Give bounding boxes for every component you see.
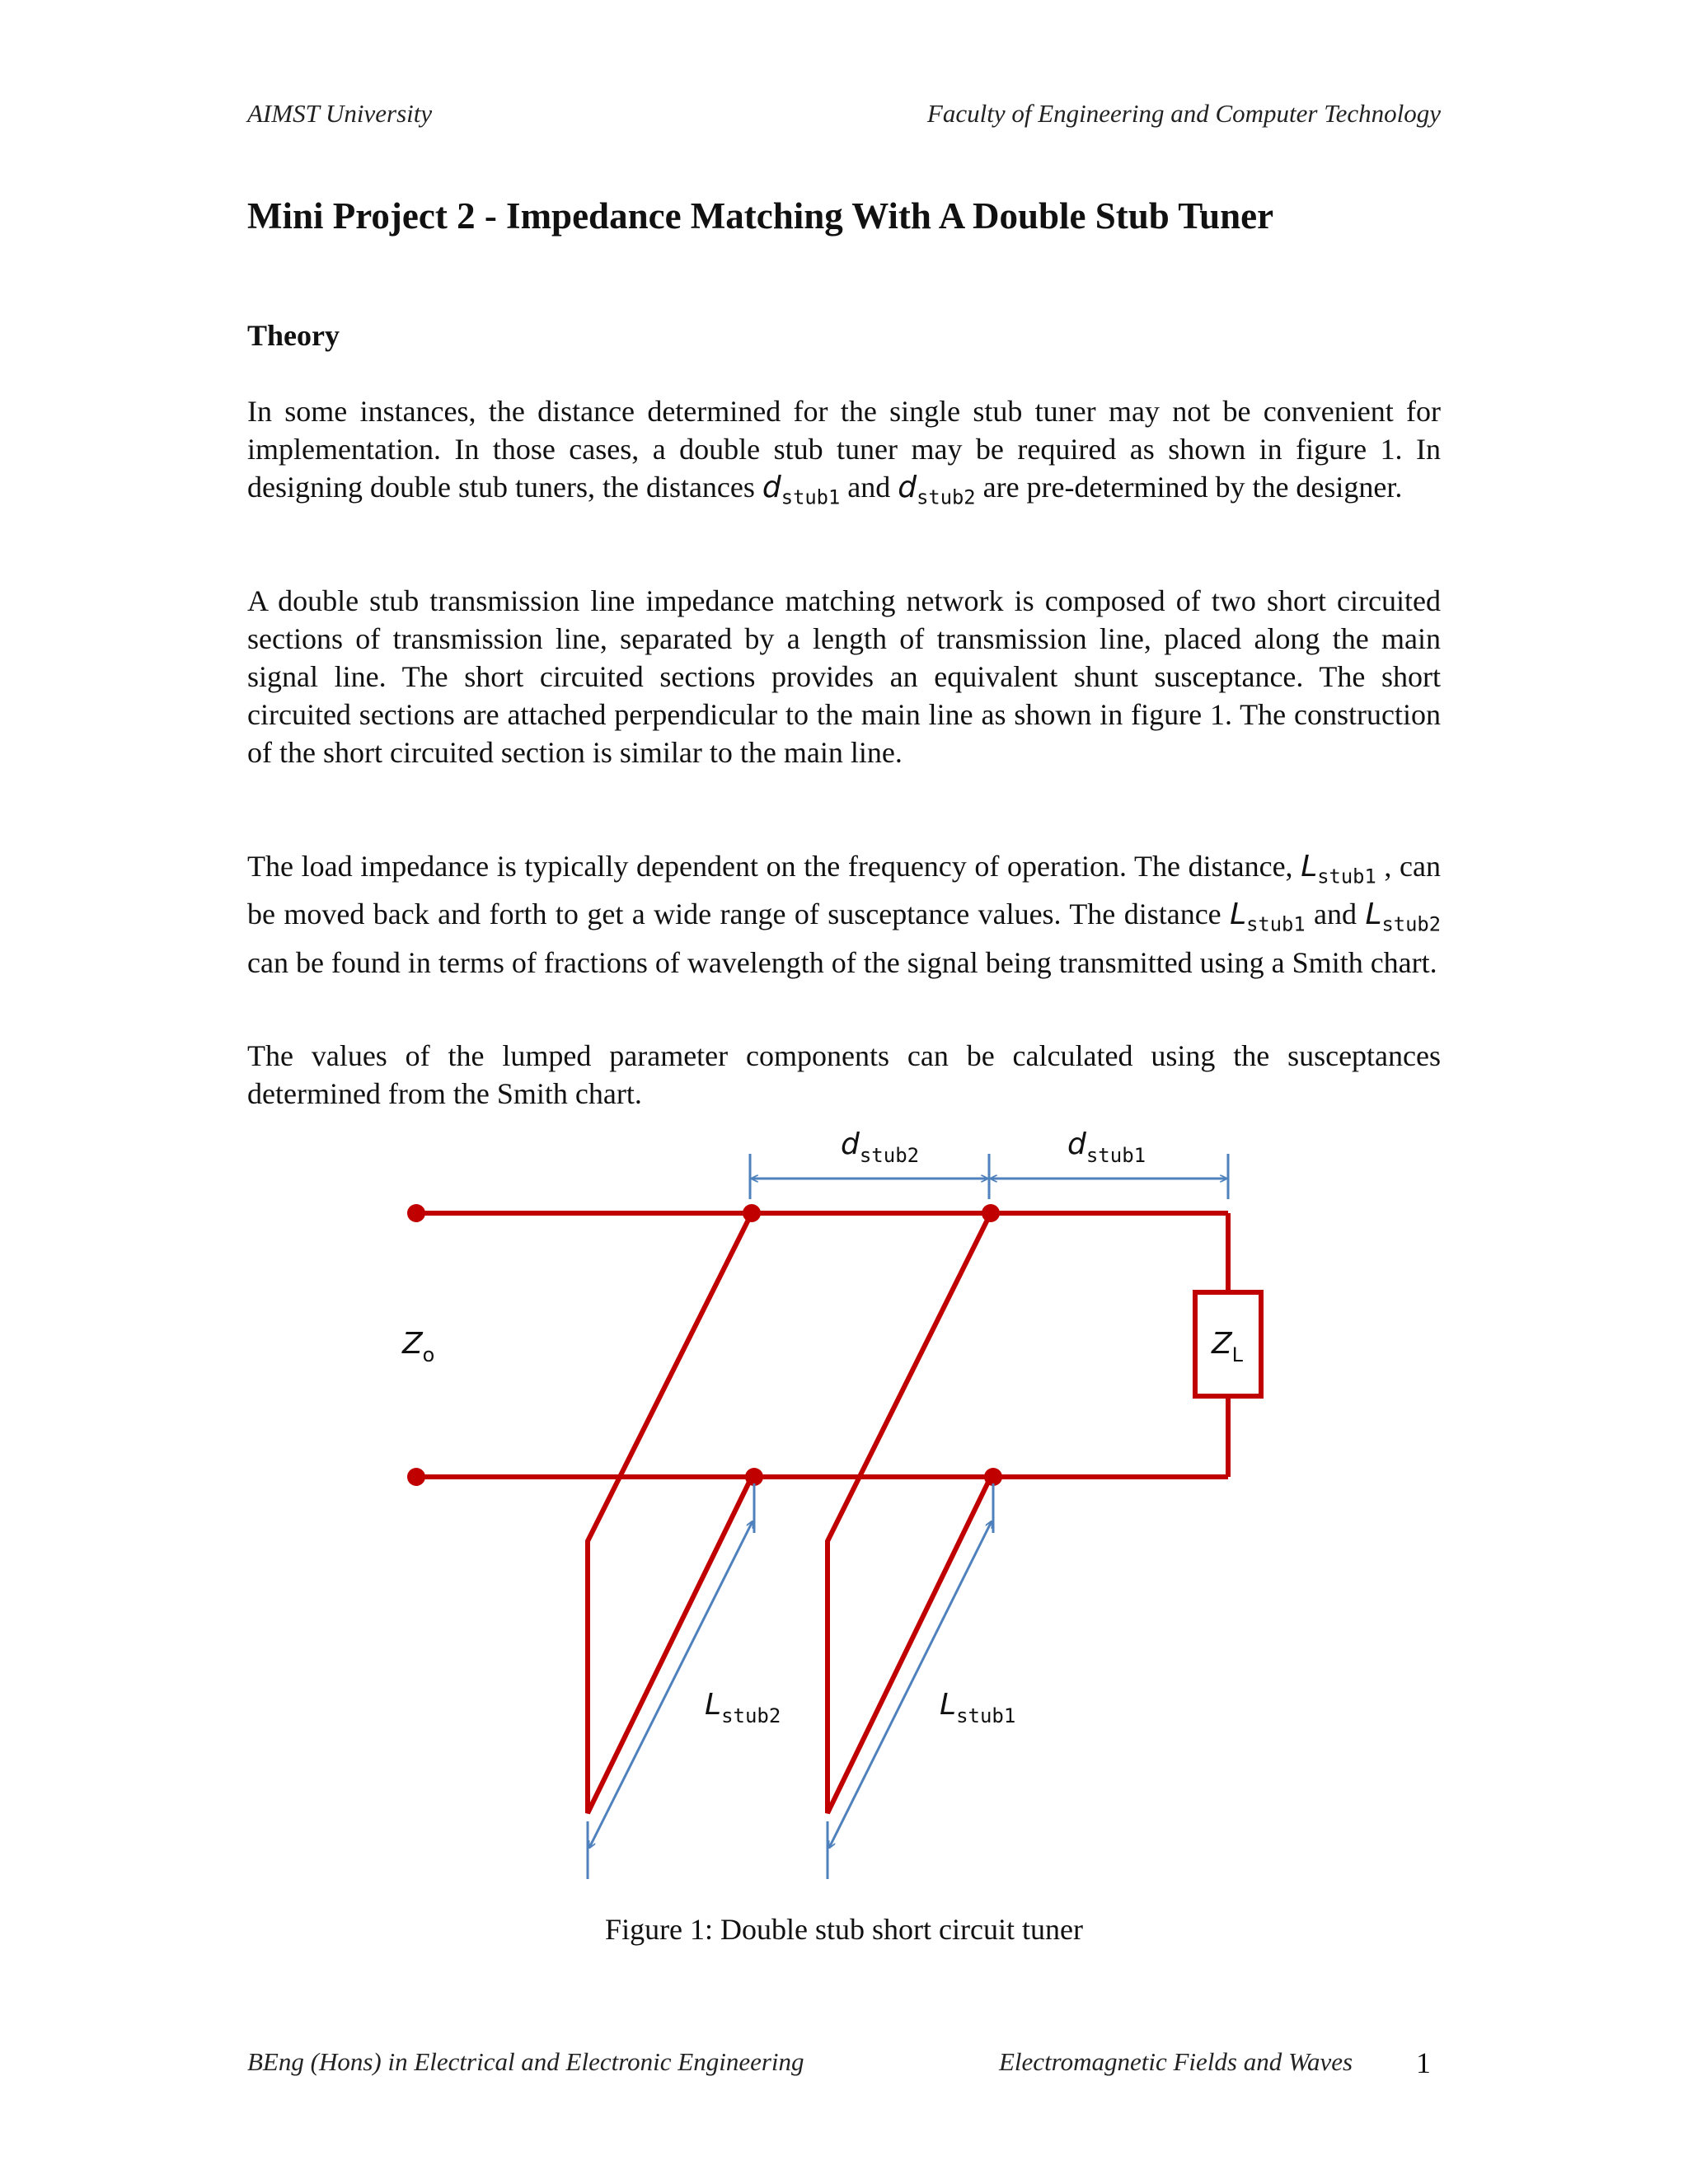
d-stub-dimension (750, 1154, 1228, 1199)
paragraph-4: The values of the lumped parameter components can be calculated using the susceptances determined from the Smith chart. (247, 1039, 1441, 1110)
paragraph-2: A double stub transmission line impedance matching network is composed of two short circuited sections of transmission line, separated by a length of transmission line, placed along the main signal line. The short circuited sections provides an equivalent shunt susceptance. The short circuited sections are attached perpendicular to the main line as shown in figure 1. The construction of the short circuited section is similar to the main line. (247, 584, 1441, 769)
footer-programme: BEng (Hons) in Electrical and Electronic Engineering (247, 2047, 804, 2076)
label-subscript: stub2 (859, 1144, 920, 1167)
label-symbol: L (940, 1688, 957, 1722)
p3-text-b: , can be moved back and forth to get a wide range of susceptance values. The distance (247, 850, 1441, 931)
footer-course: Electromagnetic Fields and Waves (999, 2047, 1353, 2076)
junction-dots (407, 1204, 1002, 1486)
p3-text-c: and (1305, 898, 1366, 931)
input-terminal-bottom (407, 1468, 425, 1486)
var-symbol: L (1230, 898, 1247, 932)
l-stub1-arrow (829, 1521, 992, 1848)
p1-text-b: and (840, 471, 898, 504)
transmission-lines (416, 1213, 1261, 1813)
label-symbol: Z (1212, 1327, 1232, 1361)
label-symbol: L (705, 1688, 722, 1722)
label-z-o (401, 1327, 434, 1366)
page-title: Mini Project 2 - Impedance Matching With A Double Stub Tuner (247, 195, 1274, 237)
label-subscript: stub2 (721, 1704, 781, 1727)
section-heading-theory: Theory (247, 319, 340, 352)
input-terminal-top (407, 1204, 425, 1222)
label-symbol: Z (402, 1327, 423, 1361)
var-symbol: d (898, 471, 917, 504)
l-stub-dimensions (588, 1483, 993, 1879)
label-z-l (1211, 1327, 1244, 1366)
label-subscript: stub1 (956, 1704, 1016, 1727)
var-subscript: stub2 (917, 485, 976, 509)
label-subscript: L (1231, 1343, 1244, 1366)
label-symbol: d (1067, 1127, 1086, 1161)
var-symbol: d (762, 471, 781, 504)
page-number: 1 (1416, 2046, 1431, 2079)
p1-text-c: are pre-determined by the designer. (975, 471, 1403, 504)
label-l-stub2 (705, 1688, 781, 1727)
l-stub2-arrow (589, 1521, 753, 1848)
label-subscript: o (422, 1343, 435, 1366)
var-subscript: stub1 (1317, 865, 1376, 888)
stub1-junction-bottom (984, 1468, 1002, 1486)
p3-text-a: The load impedance is typically dependent on the frequency of operation. The distance, (247, 850, 1301, 883)
header-university: AIMST University (247, 99, 433, 128)
var-symbol: L (1301, 850, 1318, 883)
label-subscript: stub1 (1085, 1144, 1146, 1167)
stub1-junction-top (982, 1204, 1000, 1222)
var-subscript: stub1 (1246, 912, 1306, 936)
stub2-junction-bottom (745, 1468, 763, 1486)
label-l-stub1 (940, 1688, 1015, 1727)
header-faculty: Faculty of Engineering and Computer Technology (926, 99, 1441, 128)
label-d-stub1 (1067, 1127, 1146, 1167)
var-subscript: stub2 (1381, 912, 1441, 936)
label-symbol: d (841, 1127, 860, 1161)
var-subscript: stub1 (781, 485, 841, 509)
var-symbol: L (1365, 898, 1382, 932)
stub2-junction-top (743, 1204, 761, 1222)
figure-labels (401, 1127, 1244, 1727)
figure-caption: Figure 1: Double stub short circuit tuner (605, 1913, 1083, 1946)
p3-text-d: can be found in terms of fractions of wavelength of the signal being transmitted using a Smith chart. (247, 945, 1437, 979)
p1-text-a: In some instances, the distance determined for the single stub tuner may not be convenient for implementation. In those cases, a double stub tuner may be required as shown in figure 1. In designing double stub tuners, the distances (247, 395, 1441, 504)
label-d-stub2 (841, 1127, 919, 1167)
